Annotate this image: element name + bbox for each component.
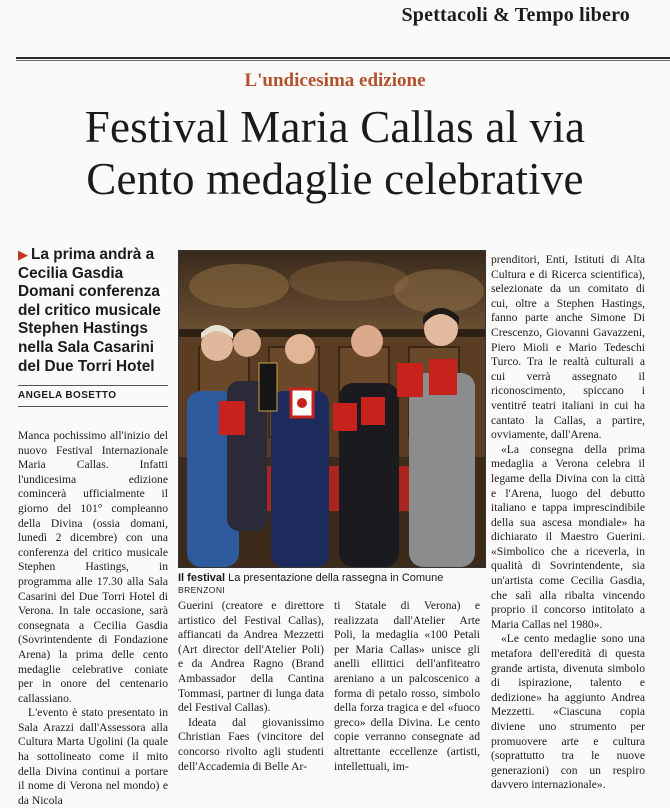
byline-rule-top <box>18 385 168 386</box>
headline-line-1: Festival Maria Callas al via <box>84 102 586 152</box>
byline-rule-bottom <box>18 406 168 407</box>
photo-credit: BRENZONI <box>178 585 226 595</box>
paragraph: Manca pochissimo all'inizio del nuovo Festival Internazionale Maria Callas. Infatti l'undicesima edizione comincerà ufficialmente il giorno del 101° compleanno della Divina (ossia domani, lunedì 2 dicembre) con una conferenza del critico musicale Stephen Hastings, in programma alle 17.30 alla Sala Casarini del Due Torri Hotel di Verona. In tale occasione, sarà consegnata a Cecilia Gasdia (Sovrintendente di Fondazione Arena) la prima delle cento medaglie celebrative coniate per in onore del centenario callassiano. <box>18 429 168 705</box>
paragraph: ti Statale di Verona) e realizzata dall'Atelier Arte Poli, la medaglia «100 Petali per Maria Callas» unisce gli anelli ellittici dell'anfiteatro areniano a un palcoscenico a forma di petalo rosso, simbolo della forza tragica e del «fuoco greco» della Divina. Le cento copie verranno consegnate ad altrettante eccellenze (artisti, intellettuali, im- <box>334 599 480 773</box>
press-photo <box>178 250 486 568</box>
kicker: L'undicesima edizione <box>244 70 426 91</box>
photo-illustration <box>179 251 485 567</box>
photo-caption <box>178 572 486 596</box>
article-column-2 <box>178 599 324 781</box>
paragraph: prenditori, Enti, Istituti di Alta Cultura e di Ricerca scientifica), selezionate da un comitato di cui, oltre a Stephen Hastings, fanno parte anche Simone Di Crescenzo, Giovanni Gavazzeni, Piero Mioli e Mario Tedeschi Turco. Tra le realtà culturali a cui verrà assegnato il riconoscimento, spiccano i ventitré teatri italiani in cui ha cantato la Callas, a partire, ovviamente, dall'Arena. <box>491 253 645 442</box>
paragraph: L'evento è stato presentato in Sala Arazzi dall'Assessora alla Cultura Marta Ugolini (la quale ha sottolineato come il mito della Divina continui a portare il nome di Verona nel mondo) e da Nicola <box>18 706 168 807</box>
summary-box <box>18 246 168 376</box>
article-column-4 <box>491 253 645 792</box>
caption-text: La presentazione della rassegna in Comune <box>228 572 444 584</box>
caption-label: Il festival <box>178 572 226 584</box>
triangle-bullet-icon: ▶ <box>18 247 28 262</box>
section-header <box>0 0 670 40</box>
paragraph: Ideata dal giovanissimo Christian Faes (vincitore del concorso rivolto agli studenti dell'Accademia di Belle Ar- <box>178 715 324 773</box>
summary-text: La prima andrà a Cecilia Gasdia Domani conferenza del critico musicale Stephen Hastings nella Sala Casarini del Due Torri Hotel <box>18 246 161 375</box>
headline <box>0 101 670 205</box>
article-column-1 <box>18 429 168 807</box>
header-rule-thin <box>16 60 670 61</box>
article-column-3 <box>334 599 480 781</box>
byline: ANGELA BOSETTO <box>18 390 117 401</box>
paragraph: «La consegna della prima medaglia a Verona celebra il legame della Divina con la città e l'Arena, luogo del debutto italiano e tappa imprescindibile della sua ascesa mondiale» ha dichiarato il Maestro Guerini. «Simbolico che a riceverla, in qualità di Sovrintendente, sia un'artista come Cecilia Gasdia, che salì alla ribalta vincendo proprio il concorso intitolato a Maria Callas nel 1980». <box>491 442 645 631</box>
header-rule <box>16 57 670 59</box>
paragraph: «Le cento medaglie sono una metafora dell'eredità di questa grande artista, divenuta simbolo di ispirazione, talento e dedizione» ha aggiunto Andrea Mezzetti. «Ciascuna copia diviene uno strumento per promuovere arte e cultura (soprattutto tra le nuove generazioni) con un respiro davvero internazionale». <box>491 632 645 792</box>
section-name: Spettacoli & Tempo libero <box>401 4 630 26</box>
paragraph: Guerini (creatore e direttore artistico del Festival Callas), affiancati da Andrea Mezzetti (Art director dell'Atelier Poli) e da Andrea Ragno (Brand Ambassador della Cantina Tommasi, partner di lunga data del Festival Callas). <box>178 599 324 715</box>
headline-line-2: Cento medaglie celebrative <box>86 154 584 204</box>
